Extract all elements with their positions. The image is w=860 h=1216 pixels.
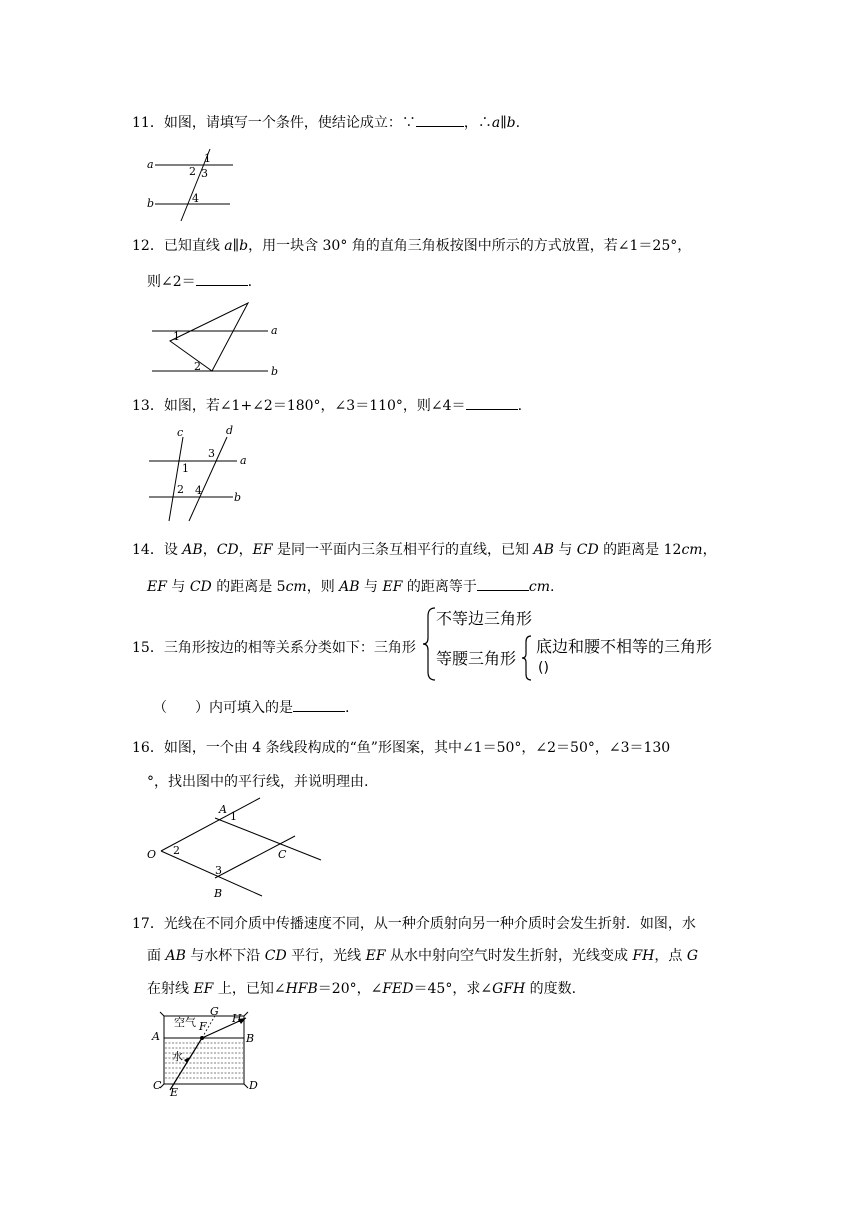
point-label-C: C xyxy=(278,848,287,861)
question-13: 13．如图，若∠1+∠2＝180°，∠3＝110°，则∠4＝ . xyxy=(132,395,522,416)
angle-label-1: 1 xyxy=(230,810,237,823)
point-label-C: C xyxy=(153,1079,162,1092)
point-label-H: H xyxy=(232,1012,242,1025)
question-15-line-1: 15．三角形按边的相等关系分类如下：三角形 xyxy=(132,640,416,656)
label-water: 水 xyxy=(172,1050,183,1063)
angle-label-4: 4 xyxy=(192,192,199,205)
line-label-b: b xyxy=(271,365,279,378)
point-label-G: G xyxy=(210,1005,219,1018)
figure-q16 xyxy=(145,796,330,901)
angle-label-1: 1 xyxy=(173,330,180,343)
answer-blank[interactable] xyxy=(416,112,464,127)
angle-label-1: 1 xyxy=(182,462,189,475)
point-label-B: B xyxy=(214,887,223,900)
category-isosceles: 等腰三角形 xyxy=(436,649,517,668)
question-12-line-2: 则∠2＝ . xyxy=(147,271,252,292)
question-16-line-2: °，找出图中的平行线，并说明理由. xyxy=(147,774,369,790)
answer-blank[interactable] xyxy=(196,271,248,286)
subcategory-blank: () xyxy=(538,660,549,676)
angle-label-2: 2 xyxy=(189,165,196,178)
figure-q17 xyxy=(150,1005,265,1099)
line-label-a: a xyxy=(147,158,154,171)
point-label-F: F xyxy=(199,1020,207,1033)
question-number: 16 xyxy=(132,740,150,756)
line-label-a: a xyxy=(271,324,278,337)
angle-label-4: 4 xyxy=(195,484,202,497)
question-17-line-3: 在射线 EF 上，已知∠HFB＝20°，∠FED＝45°，求∠GFH 的度数. xyxy=(147,981,577,997)
point-label-A: A xyxy=(152,1030,160,1043)
question-11: 11．如图，请填写一个条件，使结论成立：∵ ，∴a∥b. xyxy=(132,112,520,133)
figure-q12 xyxy=(148,300,288,380)
answer-blank[interactable] xyxy=(293,697,345,712)
question-number: 15 xyxy=(132,640,150,656)
question-14-line-1: 14．设 AB，CD，EF 是同一平面内三条互相平行的直线，已知 AB 与 CD 的距离是 12cm， xyxy=(132,542,717,558)
figure-q13 xyxy=(145,425,255,525)
question-14-line-2: EF 与 CD 的距离是 5cm，则 AB 与 EF 的距离等于 cm. xyxy=(147,576,554,597)
angle-label-2: 2 xyxy=(177,483,184,496)
point-label-A: A xyxy=(219,803,227,816)
line-label-b: b xyxy=(147,197,155,210)
label-air: 空气 xyxy=(174,1016,196,1029)
category-scalene: 不等边三角形 xyxy=(436,609,533,628)
angle-label-2: 2 xyxy=(173,844,180,857)
angle-label-2: 2 xyxy=(194,360,201,373)
question-12-line-1: 12．已知直线 a∥b，用一块含 30° 角的直角三角板按图中所示的方式放置，若∠1＝25°， xyxy=(132,238,692,254)
line-label-a: a xyxy=(240,454,247,467)
question-16-line-1: 16．如图，一个由 4 条线段构成的“鱼”形图案，其中∠1＝50°，∠2＝50°，∠3＝130 xyxy=(132,740,671,756)
question-number: 17 xyxy=(132,916,150,932)
angle-label-1: 1 xyxy=(204,152,211,165)
answer-blank[interactable] xyxy=(466,395,518,410)
question-15-line-2: （ ）内可填入的是 . xyxy=(153,697,349,718)
angle-label-3: 3 xyxy=(208,447,215,460)
question-17-line-2: 面 AB 与水杯下沿 CD 平行，光线 EF 从水中射向空气时发生折射，光线变成 FH，点 G xyxy=(147,948,699,964)
point-label-E: E xyxy=(170,1086,179,1099)
angle-label-3: 3 xyxy=(215,864,222,877)
subcategory-unequal-base: 底边和腰不相等的三角形 xyxy=(536,637,713,656)
question-number: 13 xyxy=(132,398,150,414)
line-label-d: d xyxy=(226,424,234,437)
point-label-D: D xyxy=(249,1079,258,1092)
point-label-O: O xyxy=(147,848,157,861)
angle-label-3: 3 xyxy=(201,167,208,180)
answer-blank[interactable] xyxy=(477,576,529,591)
question-number: 12 xyxy=(132,238,150,254)
figure-q11 xyxy=(145,145,240,225)
question-17-line-1: 17．光线在不同介质中传播速度不同，从一种介质射向另一种介质时会发生折射．如图，水 xyxy=(132,916,696,932)
point-label-B: B xyxy=(246,1032,255,1045)
question-number: 14 xyxy=(132,542,150,558)
line-label-c: c xyxy=(177,426,184,439)
question-number: 11 xyxy=(132,115,150,131)
line-label-b: b xyxy=(234,491,242,504)
